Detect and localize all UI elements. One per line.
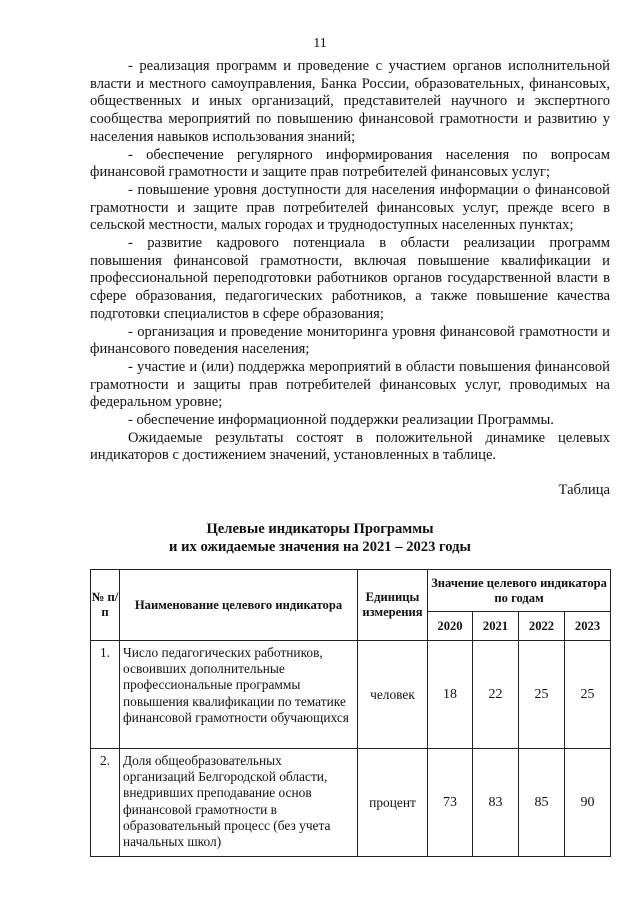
table-title-line2: и их ожидаемые значения на 2021 – 2023 годы [169,539,471,555]
paragraph: - организация и проведение мониторинга уровня финансовой грамотности и финансового поведения населения; [90,323,610,358]
table-title-line1: Целевые индикаторы Программы [206,521,434,537]
paragraph: - участие и (или) поддержка мероприятий в области повышения финансовой грамотности и защиты прав потребителей финансовых услуг, проводимых на федеральном уровне; [90,358,610,411]
indicators-table [90,569,611,857]
row-num: 2. [91,749,120,857]
header-num: № п/п [91,570,120,641]
table-row [91,641,611,749]
page-number: 11 [313,36,327,51]
row-value: 85 [519,749,565,857]
row-unit: процент [358,749,428,857]
row-num: 1. [91,641,120,749]
header-year: 2020 [428,612,473,641]
header-year: 2021 [473,612,519,641]
paragraph: - обеспечение регулярного информирования населения по вопросам финансовой грамотности и защите прав потребителей финансовых услуг; [90,146,610,181]
header-year: 2023 [565,612,611,641]
row-value: 25 [519,641,565,749]
row-name: Доля общеобразовательных организаций Белгородской области, внедривших преподавание основ финансовой грамотности в образовательный процесс (без учета начальных школ) [120,749,358,857]
paragraph: - обеспечение информационной поддержки реализации Программы. [128,412,554,429]
row-value: 90 [565,749,611,857]
paragraph: - повышение уровня доступности для населения информации о финансовой грамотности и защите прав потребителей финансовых услуг, прежде всего в сельской местности, малых городах и труднодоступных населенных пунктах; [90,181,610,234]
row-value: 83 [473,749,519,857]
document-body [90,58,610,465]
table-caption: Таблица [558,482,610,498]
header-unit: Единицы измерения [358,570,428,641]
row-value: 73 [428,749,473,857]
row-value: 25 [565,641,611,749]
paragraph: - реализация программ и проведение с участием органов исполнительной власти и местного самоуправления, Банка России, образовательных, финансовых, общественных и иных организаций, представителей научного и экспертного сообщества мероприятий по повышению финансовой грамотности и развитию у населения навыков использования знаний; [90,58,610,145]
header-year: 2022 [519,612,565,641]
row-name: Число педагогических работников, освоивших дополнительные профессиональные программы повышения квалификации по тематике финансовой грамотности обучающихся [120,641,358,749]
row-value: 18 [428,641,473,749]
table-row [91,749,611,857]
row-value: 22 [473,641,519,749]
table-title [0,520,640,556]
paragraph: Ожидаемые результаты состоят в положительной динамике целевых индикаторов с достижением значений, установленных в таблице. [90,429,610,464]
header-name: Наименование целевого индикатора [120,570,358,641]
paragraph: - развитие кадрового потенциала в области реализации программ повышения финансовой грамотности, включая повышение квалификации и профессиональной переподготовки работников органов государственной власти в сфере образования, педагогических работников, а также повышение качества подготовки специалистов в сфере образования; [90,235,610,322]
header-values-group: Значение целевого индикатора по годам [428,570,611,612]
row-unit: человек [358,641,428,749]
